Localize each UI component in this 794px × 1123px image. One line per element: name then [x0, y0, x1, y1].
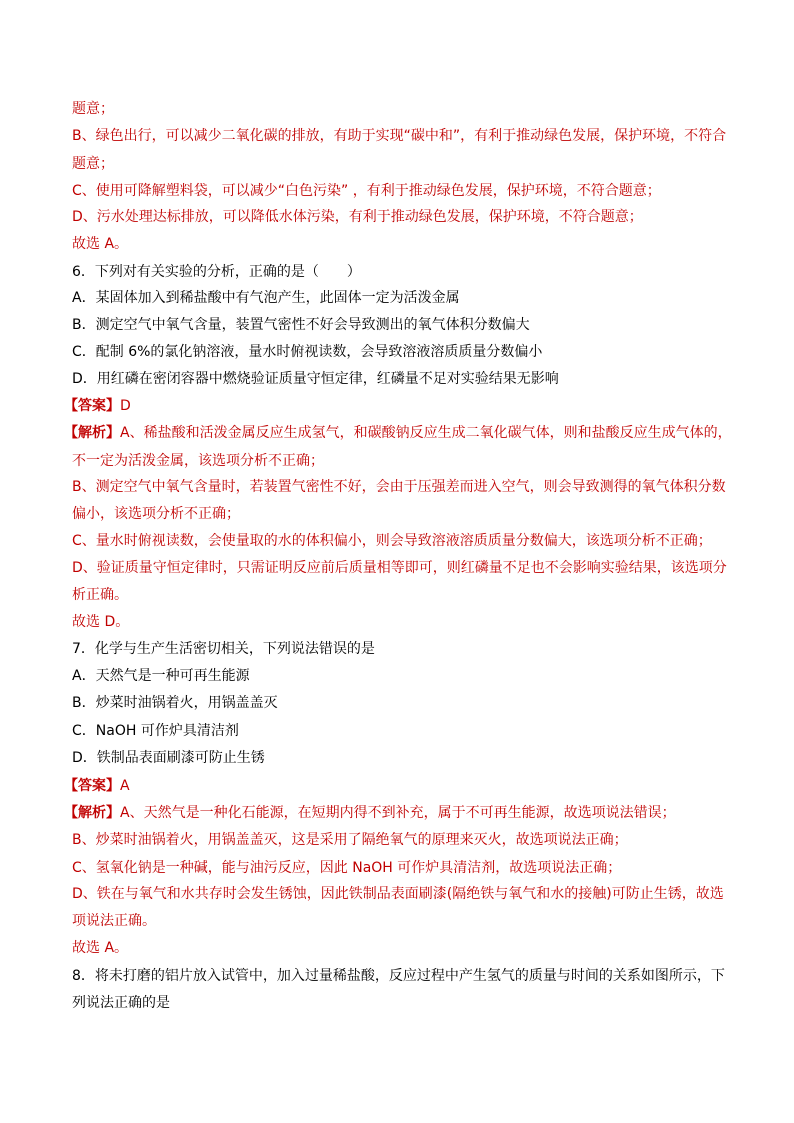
text-line — [64, 396, 131, 416]
text-line: 题意； — [72, 156, 114, 172]
text-line: C、量水时俯视读数，会使量取的水的体积偏小，则会导致溶液溶质质量分数偏大，该选项分析不正确； — [72, 533, 712, 549]
text-line: C、使用可降解塑料袋，可以减少“白色污染” ，有利于推动绿色发展，保护环境，不符合题意； — [72, 183, 661, 199]
text-line: D、验证质量守恒定律时，只需证明反应前后质量相等即可，则红磷量不足也不会影响实验结果，该选项分 — [72, 560, 727, 576]
text-line: 8．将未打磨的铝片放入试管中，加入过量稀盐酸，反应过程中产生氢气的质量与时间的关系如图所示，下 — [72, 968, 725, 984]
text-line: A．天然气是一种可再生能源 — [72, 668, 250, 684]
answer-label: 【答案】 — [64, 398, 120, 414]
text-line: 偏小，该选项分析不正确； — [72, 506, 240, 522]
text-line: 析正确。 — [72, 587, 128, 603]
text-line: B、测定空气中氧气含量时，若装置气密性不好，会由于压强差而进入空气，则会导致测得的氧气体积分数 — [72, 479, 726, 495]
text-line — [64, 423, 732, 443]
text-line: B、绿色出行，可以减少二氧化碳的排放，有助于实现“碳中和”，有利于推动绿色发展，保护环境，不符合 — [72, 128, 727, 144]
text-line: 列说法正确的是 — [72, 995, 170, 1011]
answer-text: A — [120, 778, 130, 794]
text-line: 7．化学与生产生活密切相关，下列说法错误的是 — [72, 641, 375, 657]
text-line — [64, 803, 676, 823]
analysis-text: A、稀盐酸和活泼金属反应生成氢气，和碳酸钠反应生成二氧化碳气体，则和盐酸反应生成气体的， — [120, 425, 732, 441]
text-line: B．测定空气中氧气含量，装置气密性不好会导致测出的氧气体积分数偏大 — [72, 317, 530, 333]
text-line: D、污水处理达标排放，可以降低水体污染，有利于推动绿色发展，保护环境，不符合题意； — [72, 209, 643, 225]
answer-text: D — [120, 398, 131, 414]
text-line: B、炒菜时油锅着火，用锅盖盖灭，这是采用了隔绝氧气的原理来灭火，故选项说法正确； — [72, 832, 628, 848]
text-line: D．铁制品表面刷漆可防止生锈 — [72, 750, 265, 766]
text-line: C．NaOH 可作炉具清洁剂 — [72, 723, 239, 739]
text-line: 不一定为活泼金属，该选项分析不正确； — [72, 453, 324, 469]
text-line: 故选 A。 — [72, 940, 129, 956]
text-line: 项说法正确。 — [72, 913, 156, 929]
text-line: 故选 D。 — [72, 614, 130, 630]
text-line: 故选 A。 — [72, 236, 129, 252]
text-line: D、铁在与氧气和水共存时会发生锈蚀，因此铁制品表面刷漆(隔绝铁与氧气和水的接触)可防止生锈，故选 — [72, 886, 724, 902]
analysis-label: 【解析】 — [64, 805, 120, 821]
text-line: D．用红磷在密闭容器中燃烧验证质量守恒定律，红磷量不足对实验结果无影响 — [72, 371, 559, 387]
answer-label: 【答案】 — [64, 778, 120, 794]
text-line: C、氢氧化钠是一种碱，能与油污反应，因此 NaOH 可作炉具清洁剂，故选项说法正确； — [72, 860, 622, 876]
text-line: 题意； — [72, 101, 114, 117]
text-line: C．配制 6%的氯化钠溶液，量水时俯视读数，会导致溶液溶质质量分数偏小 — [72, 344, 543, 360]
analysis-text: A、天然气是一种化石能源，在短期内得不到补充，属于不可再生能源，故选项说法错误； — [120, 805, 676, 821]
text-line: A．某固体加入到稀盐酸中有气泡产生，此固体一定为活泼金属 — [72, 290, 460, 306]
text-line: B．炒菜时油锅着火，用锅盖盖灭 — [72, 695, 278, 711]
analysis-label: 【解析】 — [64, 425, 120, 441]
text-line: 6．下列对有关实验的分析，正确的是（ ） — [72, 264, 361, 280]
text-line — [64, 776, 130, 796]
